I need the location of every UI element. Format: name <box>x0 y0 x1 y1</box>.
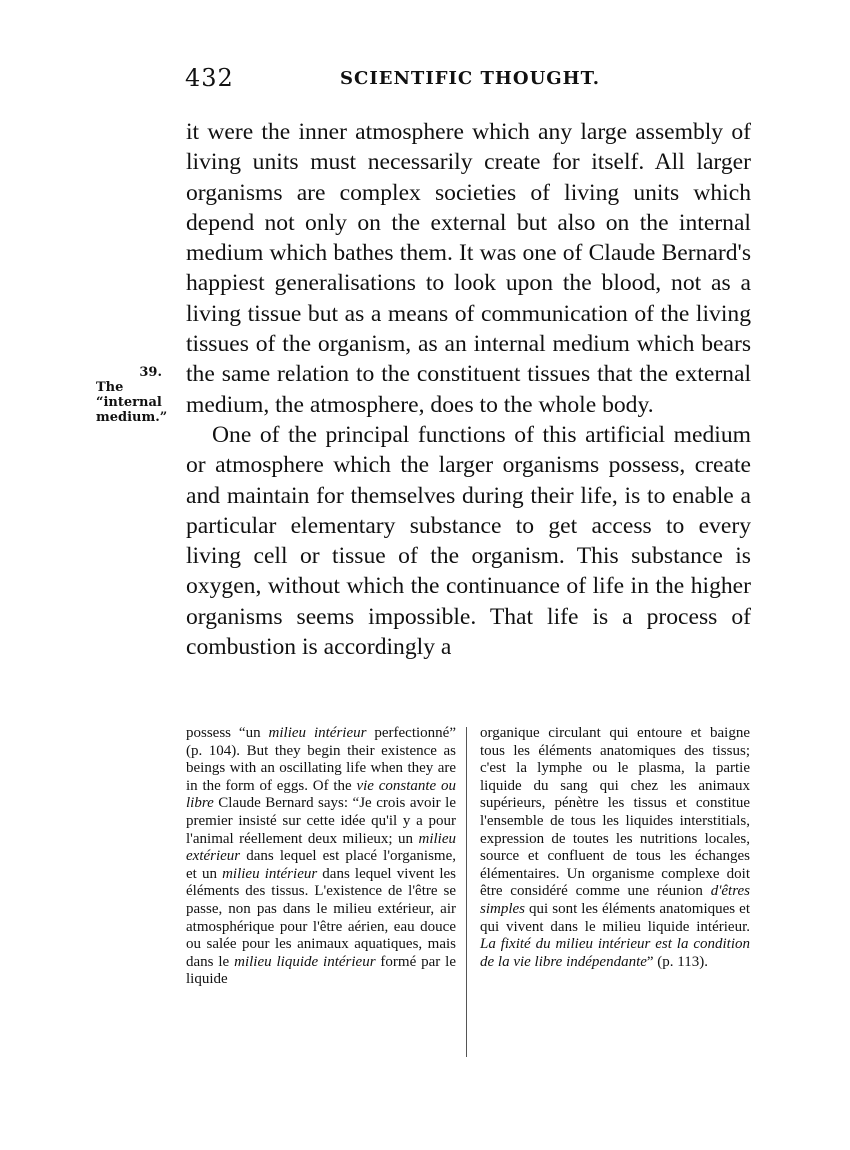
footnote-text: ” (p. 113). <box>646 953 708 970</box>
footnote-italic: La fixité du milieu intérieur est la condition de la vie libre indépendante <box>480 936 750 970</box>
margin-note <box>92 365 172 425</box>
paragraph: it were the inner atmosphere which any large assembly of living units must necessarily create for itself. All larger organisms are complex societies of living units which depend not only on the external but also on the internal medium which bathes them. It was one of Claude Bernard's happiest generalisations to look upon the blood, not as a living tissue but as a means of communication of the living tissues of the organism, as an internal medium which bears the same relation to the constituent tissues that the external medium, the atmosphere, does to the whole body. <box>186 119 751 418</box>
footnote-text: dans lequel est placé l'organisme, et un <box>186 848 456 882</box>
footnote-text: possess “un <box>186 725 269 741</box>
footnote-text: Claude Bernard says: “Je crois avoir le premier insisté sur cette idée qu'il y a pour l'animal réellement deux milieux; un <box>186 795 456 847</box>
running-head: SCIENTIFIC THOUGHT. <box>340 68 601 89</box>
footnotes <box>186 725 752 1057</box>
footnote-column-left <box>186 725 466 1057</box>
footnote-italic: milieu liquide intérieur <box>234 953 376 970</box>
footnote-text: qui sont les éléments anatomiques et qui vivent dans le milieu liquide intérieur. <box>480 900 750 935</box>
body-text <box>186 117 751 662</box>
footnote-text: formé par le liquide <box>186 953 457 988</box>
margin-note-number: 39. <box>139 365 162 380</box>
footnote-italic: milieu extérieur <box>186 830 456 865</box>
footnote-italic: milieu intérieur <box>222 865 318 882</box>
margin-note-line: medium.” <box>96 410 168 425</box>
footnote-italic: milieu intérieur <box>268 725 367 741</box>
footnote-column-right <box>467 725 750 1057</box>
footnote-text: dans lequel vivent les éléments des tissus. L'existence de l'être se passe, non pas dans le milieu extérieur, air atmosphérique pour l'être aérien, eau douce ou salée pour les animaux aquatiques, mais dans le <box>186 865 456 970</box>
margin-note-line: The <box>96 380 124 395</box>
footnote-text: organique circulant qui entoure et baigne tous les éléments anatomiques des tissus; c'est la lymphe ou le plasma, la partie liquide du sang qui chez les animaux supérieurs, pénètre les tissus et constitue l'ensemble de tous les liquides interstitials, expression de toutes les nutritions locales, source et confluent de tous les échanges élémentaires. Un organisme complexe doit être considéré comme une réunion <box>480 725 750 900</box>
footnote-italic: vie constante ou libre <box>186 777 456 812</box>
footnote-text: perfectionné” (p. 104). But they begin their existence as beings with an oscillating life when they are in the form of eggs. Of the <box>186 725 456 794</box>
footnote-italic: d'êtres simples <box>480 883 750 917</box>
page-number: 432 <box>185 64 234 92</box>
paragraph: One of the principal functions of this artificial medium or atmosphere which the larger organisms possess, create and maintain for themselves during their life, is to enable a particular elementary substance to get access to every living cell or tissue of the organism. This substance is oxygen, without which the continuance of life in the higher organisms seems impossible. That life is a process of combustion is accordingly a <box>186 421 751 661</box>
margin-note-line: “internal <box>96 395 162 410</box>
